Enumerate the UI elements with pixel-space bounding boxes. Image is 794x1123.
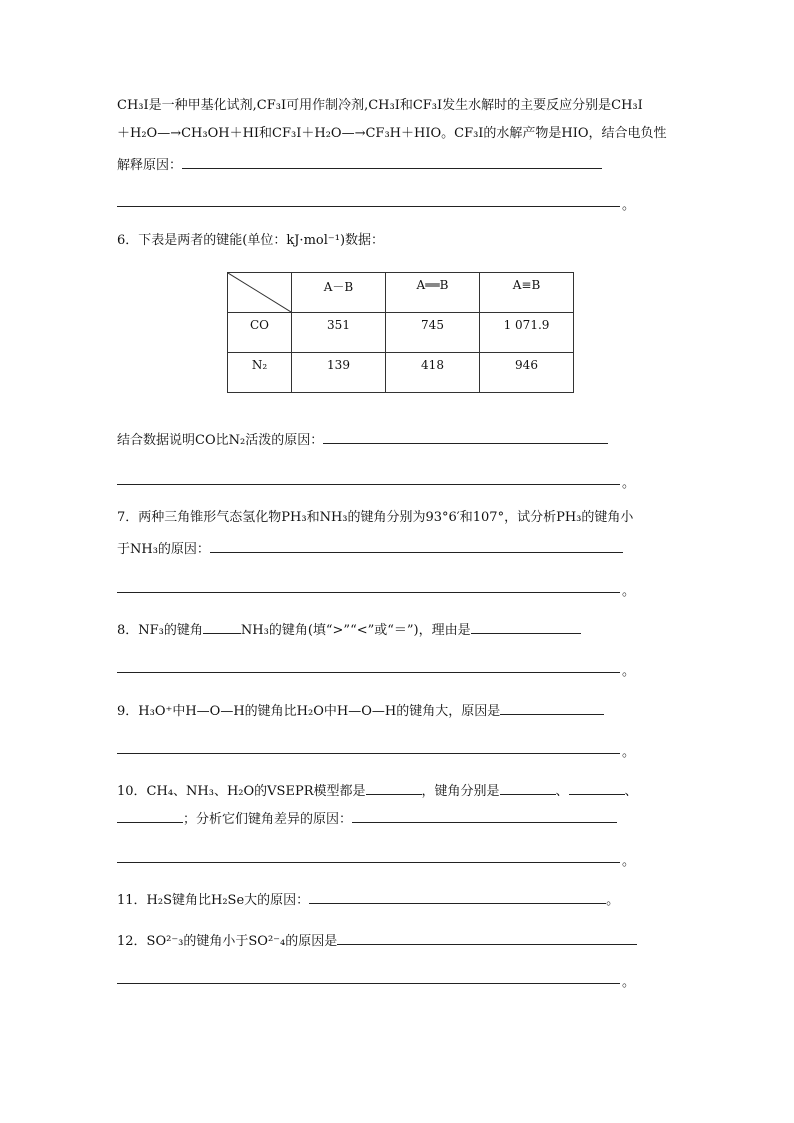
q12-text: 12．SO²⁻₃的键角小于SO²⁻₄的原因是 — [117, 934, 338, 949]
q7-line2 — [117, 538, 623, 558]
table-header-triple-bond: A≡B — [480, 273, 574, 313]
q9-period: 。 — [622, 745, 636, 760]
table-cell: 351 — [292, 313, 386, 353]
q10-vsepr-blank[interactable] — [366, 780, 422, 795]
q12-period: 。 — [622, 975, 636, 990]
table-row — [228, 353, 574, 393]
q-ch3i-label: 解释原因： — [117, 158, 183, 173]
q10-part1: 10．CH₄、NH₃、H₂O的VSEPR模型都是 — [117, 784, 366, 799]
q8-reason-blank-1[interactable] — [471, 619, 581, 634]
q10-angle-blank-1[interactable] — [500, 780, 556, 795]
q10-part3: ；分析它们键角差异的原因： — [183, 812, 353, 827]
q8-comparison-blank[interactable] — [203, 619, 241, 634]
q7-line1: 7．两种三角锥形气态氢化物PH₃和NH₃的键角分别为93°6′和107°，试分析PH₃的键角小 — [117, 510, 634, 525]
table-cell: 139 — [292, 353, 386, 393]
q7-label: 于NH₃的原因： — [117, 542, 210, 557]
q6-follow — [117, 429, 608, 449]
q7-answer-blank-1[interactable] — [210, 538, 623, 553]
q7-answer-blank-2[interactable] — [117, 592, 620, 593]
q6-answer-blank-2[interactable] — [117, 484, 620, 485]
q10-line2 — [117, 808, 617, 828]
q9-answer-blank-1[interactable] — [500, 700, 604, 715]
q10-angle-blank-3[interactable] — [117, 808, 183, 823]
bond-energy-table — [227, 272, 574, 393]
q8-line — [117, 619, 581, 639]
table-header-double-bond: A══B — [386, 273, 480, 313]
q9-line — [117, 700, 604, 720]
q10-sep1: 、 — [555, 784, 569, 799]
q8-part1: 8．NF₃的键角 — [117, 623, 203, 638]
q10-period: 。 — [622, 854, 636, 869]
q-ch3i-answer-blank-1[interactable] — [182, 154, 602, 169]
q9-answer-blank-2[interactable] — [117, 753, 620, 754]
q6-answer-blank-1[interactable] — [323, 429, 608, 444]
table-cell: 1 071.9 — [480, 313, 574, 353]
q10-angle-blank-2[interactable] — [569, 780, 625, 795]
q8-period: 。 — [622, 664, 636, 679]
table-row-label: N₂ — [228, 353, 292, 393]
q6-period: 。 — [622, 476, 636, 491]
q10-part2: ，键角分别是 — [421, 784, 500, 799]
q12-line — [117, 930, 637, 950]
q11-line — [117, 889, 619, 909]
q12-answer-blank-1[interactable] — [337, 930, 637, 945]
q12-answer-blank-2[interactable] — [117, 983, 620, 984]
q-ch3i-period: 。 — [622, 198, 636, 213]
q10-reason-blank-2[interactable] — [117, 862, 620, 863]
table-header-single-bond: A－B — [292, 273, 386, 313]
q6-prompt: 6．下表是两者的键能(单位：kJ·mol⁻¹)数据： — [117, 233, 385, 248]
q6-follow-label: 结合数据说明CO比N₂活泼的原因： — [117, 433, 324, 448]
q-ch3i-answer-blank-2[interactable] — [117, 206, 620, 207]
q-ch3i-line3 — [117, 154, 602, 174]
q7-period: 。 — [622, 584, 636, 599]
q8-part2: NH₃的键角(填“>”“<”或“＝”)，理由是 — [240, 623, 471, 638]
table-row-label: CO — [228, 313, 292, 353]
q9-text: 9．H₃O⁺中H—O—H的键角比H₂O中H—O—H的键角大，原因是 — [117, 704, 501, 719]
table-row — [228, 313, 574, 353]
table-header-row — [228, 273, 574, 313]
table-cell: 946 — [480, 353, 574, 393]
q11-period: 。 — [606, 893, 620, 908]
q-ch3i-line2: ＋H₂O—→CH₃OH＋HI和CF₃I＋H₂O—→CF₃H＋HIO。CF₃I的水解产物是HIO，结合电负性 — [117, 126, 667, 141]
table-cell: 745 — [386, 313, 480, 353]
table-cell: 418 — [386, 353, 480, 393]
q11-text: 11．H₂S键角比H₂Se大的原因： — [117, 893, 310, 908]
q8-reason-blank-2[interactable] — [117, 672, 620, 673]
diagonal-line-icon — [228, 273, 291, 312]
q-ch3i-line1: CH₃I是一种甲基化试剂,CF₃I可用作制冷剂,CH₃I和CF₃I发生水解时的主要反应分别是CH₃I — [117, 98, 643, 113]
q10-sep2: 、 — [624, 784, 638, 799]
q10-reason-blank-1[interactable] — [352, 808, 617, 823]
q11-answer-blank[interactable] — [309, 889, 606, 904]
table-corner-cell — [228, 273, 292, 313]
q10-line1 — [117, 780, 638, 800]
